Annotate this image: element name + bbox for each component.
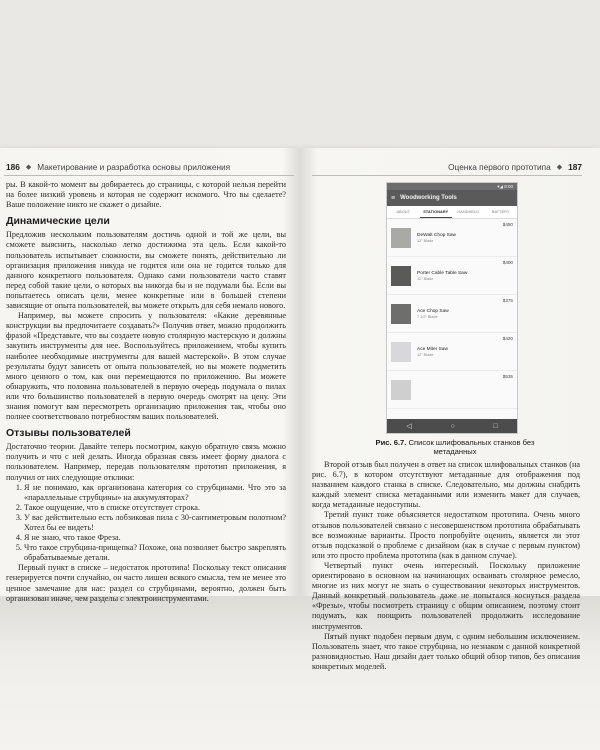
feedback-item: 3. У вас действительно есть лобзиковая пила с 30-сантиметровым полотном? Хотел бы ее видеть! [24, 513, 286, 533]
product-price: $375 [502, 298, 513, 303]
phone-nav-bar [387, 419, 517, 433]
section2-paragraph-1: Достаточно теории. Давайте теперь посмотрим, какую обратную связь можно получить и что с ней делать. Иногда образная связь имеет форму диалога с пользователем. Например, передав пользователям прототип приложения, я получил от них следующие отклики: [6, 442, 286, 482]
feedback-item: 5. Что такое струбцина-прищепка? Похоже, она позволяет быстро закреплять обрабатываемые детали. [24, 543, 286, 563]
product-info [417, 309, 449, 319]
product-thumbnail [391, 342, 411, 362]
diamond-icon: ◆ [556, 164, 563, 171]
product-thumbnail [391, 304, 411, 324]
hamburger-menu-icon: ≡ [391, 194, 396, 202]
section1-paragraph-2: Например, вы можете спросить у пользователя: «Какие деревянные конструкции вы предпочитаете создавать?» Получив ответ, можно продолжить фразой «Представьте, что вы создаете новую столярную мастерскую и должны закупить инструменты для нее. Воспользуйтесь приложением, чтобы купить наиболее необходимые инструменты для вашей мастерской». В этом случае результаты будут зависеть от опыта пользователей, но вы можете подметить много ценного о том, как они перемещаются по приложению. Вы можете обнаружить, что половина пользователей в первую очередь подумала о пилах или что большинство пользователей в первую очередь смотрят на цену. Эти знания помогут вам пересмотреть организацию приложения так, чтобы оно полнее соответствовало потребностям ваших пользователей. [6, 311, 286, 422]
figure-caption [370, 438, 540, 457]
right-running-title: Оценка первого прототипа [448, 162, 551, 172]
product-info [417, 233, 456, 243]
product-description: 7 1/2" Blade [417, 314, 438, 319]
left-head-rule [4, 175, 294, 176]
product-info [417, 271, 467, 281]
product-description: 12" Blade [417, 276, 434, 281]
app-title: Woodworking Tools [400, 195, 457, 201]
product-name: Ace Chop Saw [417, 308, 449, 314]
product-name: DeWalt Chop Saw [417, 232, 457, 238]
right-paragraph-1: Второй отзыв был получен в ответ на список шлифовальных станков (на рис. 6.7), в котором отсутствуют метаданные для отображения под названием каждого станка в списке. Следовательно, мы должны снабдить каждый элемент списка метаданными или изменить макет для случаев, когда метаданные недоступны. [312, 460, 580, 510]
home-icon: ○ [450, 422, 455, 430]
product-price: $420 [502, 336, 513, 341]
feedback-item: 1. Я не понимаю, как организована категория со струбцинами. Что это за «параллельные струбцины» на аккумуляторах? [24, 483, 286, 503]
left-running-title: Макетирование и разработка основы приложения [37, 162, 231, 172]
right-page-number: 187 [568, 162, 582, 172]
intro-paragraph: ры. В какой-то момент вы добираетесь до страницы, с которой нельзя перейти на более низкий уровень и которая не содержит искомого. Что вы сделаете? Ваше положение никто не скажет о дизайне. [6, 180, 286, 210]
section1-paragraph-1: Предложив нескольким пользователям достичь одной и той же цели, вы сможете выяснить, насколько легко достижима эта цель. Если какой-то пользователь испытывает сложности, вы сможете понять, действительно ли организация приложения никуда не годится или она не годится только для данного конкретного пользователя. Однако сами пользователи часто ставят перед собой такие цели, о которых вы никогда бы и не подумали бы. Если вы попытаетесь описать цели, менее конкретные или в большей степени зависящие от опыта пользователей, вы можете открыть для себя немало нового. [6, 230, 286, 311]
product-row [387, 371, 517, 409]
product-info [417, 347, 448, 357]
product-price: $450 [502, 222, 513, 227]
feedback-item: 2. Такое ощущение, что в списке отсутствует строка. [24, 503, 286, 513]
recents-icon: □ [493, 422, 498, 430]
status-time: ▾◢ 8:00 [497, 183, 513, 189]
section-heading-user-feedback: Отзывы пользователей [6, 427, 131, 440]
product-description: 12" Blade [417, 352, 434, 357]
product-description: 12" Blade [417, 238, 434, 243]
feedback-item: 4. Я не знаю, что такое Фреза. [24, 533, 286, 543]
product-row [387, 257, 517, 295]
figure-caption-text: Список шлифовальных станков без метаданных [408, 438, 535, 457]
figure-label: Рис. 6.7. [375, 438, 407, 447]
left-running-head [6, 160, 230, 174]
right-paragraph-4: Пятый пункт подобен первым двум, с одним небольшим исключением. Пользователь знает, что такое струбцина, но незнаком с данной конкретной разновидностью. Наш дизайн дает только общий обзор типов, без описания конкретных моделей. [312, 631, 580, 671]
phone-app-bar [387, 190, 517, 206]
left-column [6, 180, 286, 604]
feedback-list [6, 483, 286, 564]
back-icon: ◁ [406, 423, 412, 430]
section-heading-dynamic-goals: Динамические цели [6, 215, 110, 228]
tab-about: ABOUT [396, 210, 411, 214]
right-head-rule [312, 175, 582, 176]
phone-tabs [387, 206, 517, 219]
product-row [387, 295, 517, 333]
product-thumbnail [391, 266, 411, 286]
right-paragraph-2: Третий пункт тоже объясняется недостатком прототипа. Очень много отзывов пользователей связано с несовершенством прототипа обрабатывать все возможные варианты. Просто попробуйте оценить, является ли этот отзыв подсказкой о проблеме с дизайном (как в случае с первым пунктом) или это просто проблема прототипа (как в данном случае). [312, 510, 580, 560]
right-running-head [448, 160, 582, 174]
product-list [387, 219, 517, 409]
product-price: $535 [502, 374, 513, 379]
tab-handheld: HANDHELD [457, 210, 480, 214]
left-page-number: 186 [6, 162, 20, 172]
product-row [387, 333, 517, 371]
product-row [387, 219, 517, 257]
product-thumbnail [391, 380, 411, 400]
right-column [312, 460, 580, 672]
product-name: Porter Cable Table Saw [417, 270, 468, 276]
phone-mockup-figure [386, 182, 518, 434]
product-name: Ace Miter Saw [417, 346, 448, 352]
product-thumbnail [391, 228, 411, 248]
tab-battery: BATTERY [491, 210, 510, 214]
tab-stationary: STATIONARY [420, 206, 453, 218]
phone-status-bar [387, 183, 517, 190]
right-paragraph-3: Четвертый пункт очень интересный. Поскольку приложение ориентировано в основном на начинающих осваивать столярное ремесло, многие из них могут не знать о существовании некоторых инструментов. Данный конкретный пользователь даже не попытался коснуться раздела «Фрезы», чтобы посмотреть страницу с общим описанием, поэтому стоит подумать, как поощрить пользователей продолжить исследование инструментов. [312, 560, 580, 631]
diamond-icon: ◆ [25, 164, 32, 171]
product-price: $400 [502, 260, 513, 265]
section2-paragraph-2: Первый пункт в списке – недостаток прототипа! Поскольку текст описания генерируется почти случайно, он часто лишен всякого смысла, тем не менее это ценное замечание для нас: раздел со струбцинами, вероятно, должен быть организован иначе, чем разделы с электроинструментами. [6, 563, 286, 603]
